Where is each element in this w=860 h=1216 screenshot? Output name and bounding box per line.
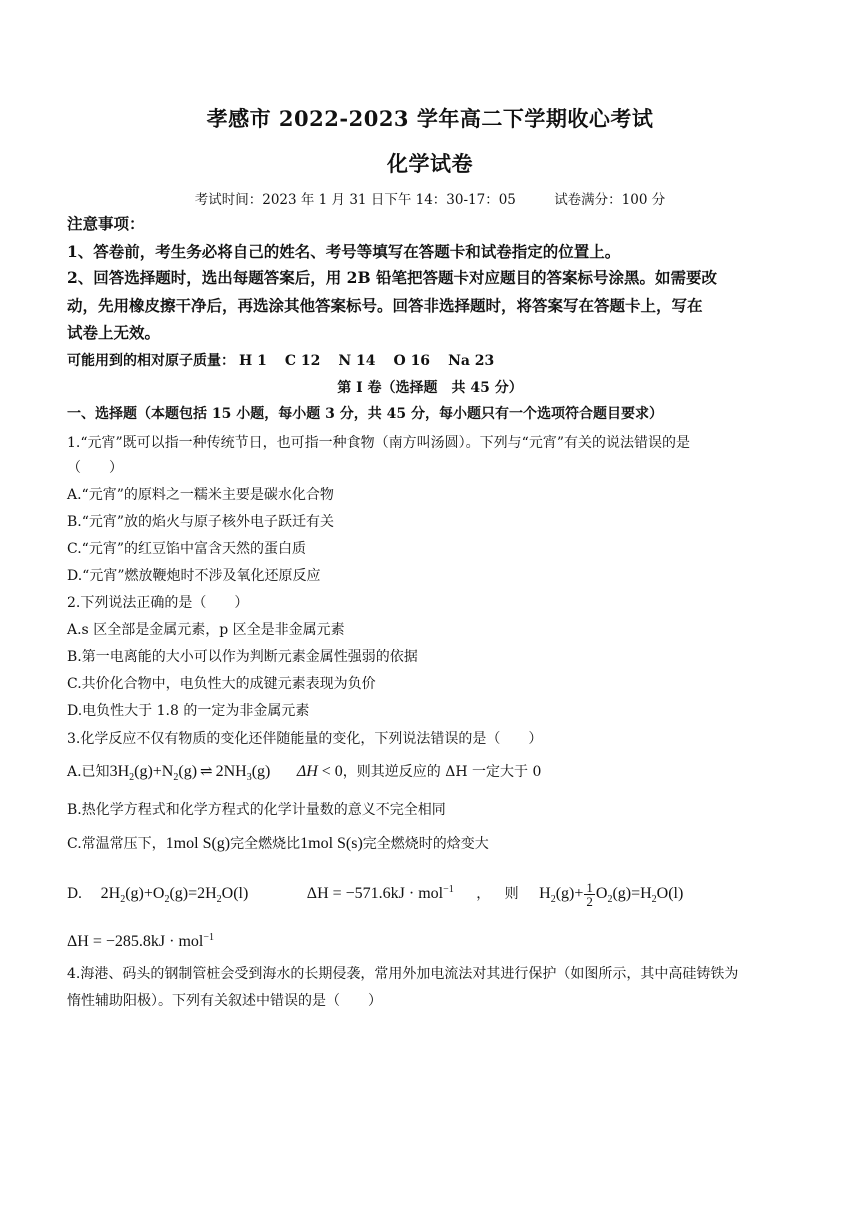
atomic-mass-na: Na 23 bbox=[448, 353, 495, 369]
q4-stem-line1: 4.海港、码头的钢制管桩会受到海水的长期侵袭，常用外加电流法对其进行保护（如图所示，其中高硅铸铁为 bbox=[67, 966, 739, 982]
q1-stem-line2: （ ） bbox=[67, 460, 123, 476]
q2-option-b: B.第一电离能的大小可以作为判断元素金属性强弱的依据 bbox=[67, 649, 418, 665]
q3-d-enthalpy-2: ΔH = −285.8kJ · mol$^{-1}$ bbox=[67, 932, 214, 950]
section-heading: 一、选择题（本题包括 15 小题，每小题 3 分，共 45 分，每小题只有一个选项符合题目要求） bbox=[67, 406, 663, 422]
exam-info bbox=[0, 188, 860, 208]
q3-c-prefix: C.常温常压下， bbox=[67, 836, 166, 852]
q3-a-equation: $3H_2(g)+N_2(g)$ ⇌ $2NH_3(g)$ bbox=[109, 763, 271, 783]
notice-item-2-line3: 试卷上无效。 bbox=[67, 323, 161, 342]
q1-stem-line1: 1.“元宵”既可以指一种传统节日，也可指一种食物（南方叫汤圆）。下列与“元宵”有关的说法错误的是 bbox=[67, 435, 690, 451]
q2-option-d: D.电负性大于 1.8 的一定为非金属元素 bbox=[67, 703, 310, 719]
notice-heading: 注意事项： bbox=[67, 214, 145, 233]
atomic-masses-label: 可能用到的相对原子质量： bbox=[67, 353, 235, 369]
q3-d-prefix: D. bbox=[67, 886, 83, 902]
q1-option-b: B.“元宵”放的焰火与原子核外电子跃迁有关 bbox=[67, 514, 335, 530]
q3-d-enthalpy-1: ΔH = −571.6kJ · mol$^{-1}$ bbox=[306, 884, 454, 902]
exam-time: 考试时间：2023 年 1 月 31 日下午 14：30-17：05 bbox=[194, 192, 516, 208]
q1-option-c: C.“元宵”的红豆馅中富含天然的蛋白质 bbox=[67, 541, 306, 557]
q1-option-a: A.“元宵”的原料之一糯米主要是碳水化合物 bbox=[67, 487, 334, 503]
q3-option-c bbox=[67, 834, 797, 854]
q3-option-b: B.热化学方程式和化学方程式的化学计量数的意义不完全相同 bbox=[67, 802, 446, 818]
q2-option-a: A.s 区全部是金属元素，p 区全是非金属元素 bbox=[67, 622, 345, 638]
atomic-mass-n: N 14 bbox=[338, 353, 376, 369]
q4-stem-line2: 惰性辅助阳极）。下列有关叙述中错误的是（ ） bbox=[67, 993, 382, 1009]
q2-option-c: C.共价化合物中，电负性大的成键元素表现为负价 bbox=[67, 676, 376, 692]
atomic-mass-o: O 16 bbox=[393, 353, 431, 369]
q2-stem: 2.下列说法正确的是（ ） bbox=[67, 595, 249, 611]
subject-title: 化学试卷 bbox=[387, 151, 473, 176]
q3-a-prefix: A.已知 bbox=[67, 764, 110, 780]
notice-item-1: 1、答卷前，考生务必将自己的姓名、考号等填写在答题卡和试卷指定的位置上。 bbox=[67, 242, 621, 261]
q3-d-comma: ， bbox=[476, 886, 491, 902]
q3-d-equation-1: $2H_2(g)+O_2(g)=2H_2O(l)$ bbox=[100, 885, 249, 905]
atomic-mass-h: H 1 bbox=[239, 353, 267, 369]
full-score: 试卷满分：100 分 bbox=[554, 192, 666, 208]
q3-option-a bbox=[67, 762, 797, 788]
atomic-masses bbox=[67, 351, 797, 371]
q3-c-mid: 完全燃烧比 bbox=[230, 836, 301, 852]
q3-stem: 3.化学反应不仅有物质的变化还伴随能量的变化，下列说法错误的是（ ） bbox=[67, 731, 543, 747]
q3-a-enthalpy: ΔH < 0 bbox=[296, 763, 343, 780]
q3-c-species-1: 1mol S(g) bbox=[165, 835, 231, 852]
notice-item-2-line2: 动，先用橡皮擦干净后，再选涂其他答案标号。回答非选择题时，将答案写在答题卡上，写在 bbox=[67, 296, 703, 315]
q1-option-d: D.“元宵”燃放鞭炮时不涉及氧化还原反应 bbox=[67, 568, 321, 584]
atomic-mass-c: C 12 bbox=[284, 353, 321, 369]
part-title: 第 I 卷（选择题 共 45 分） bbox=[337, 380, 523, 396]
q3-c-suffix: 完全燃烧时的焓变大 bbox=[362, 836, 489, 852]
notice-item-2-line1: 2、回答选择题时，选出每题答案后，用 2B 铅笔把答题卡对应题目的答案标号涂黑。如需要改 bbox=[67, 268, 717, 287]
q3-a-suffix: ，则其逆反应的 ΔH 一定大于 0 bbox=[342, 764, 542, 780]
q3-option-d bbox=[67, 880, 797, 910]
exam-title: 孝感市 2022-2023 学年高二下学期收心考试 bbox=[206, 106, 654, 131]
q3-d-then: 则 bbox=[504, 886, 519, 902]
q3-d-equation-2: $H_2(g)+$ $\frac{1}{2}$ $O_2(g)=H_2O(l)$ bbox=[539, 879, 684, 909]
q3-c-species-2: 1mol S(s) bbox=[300, 835, 363, 852]
